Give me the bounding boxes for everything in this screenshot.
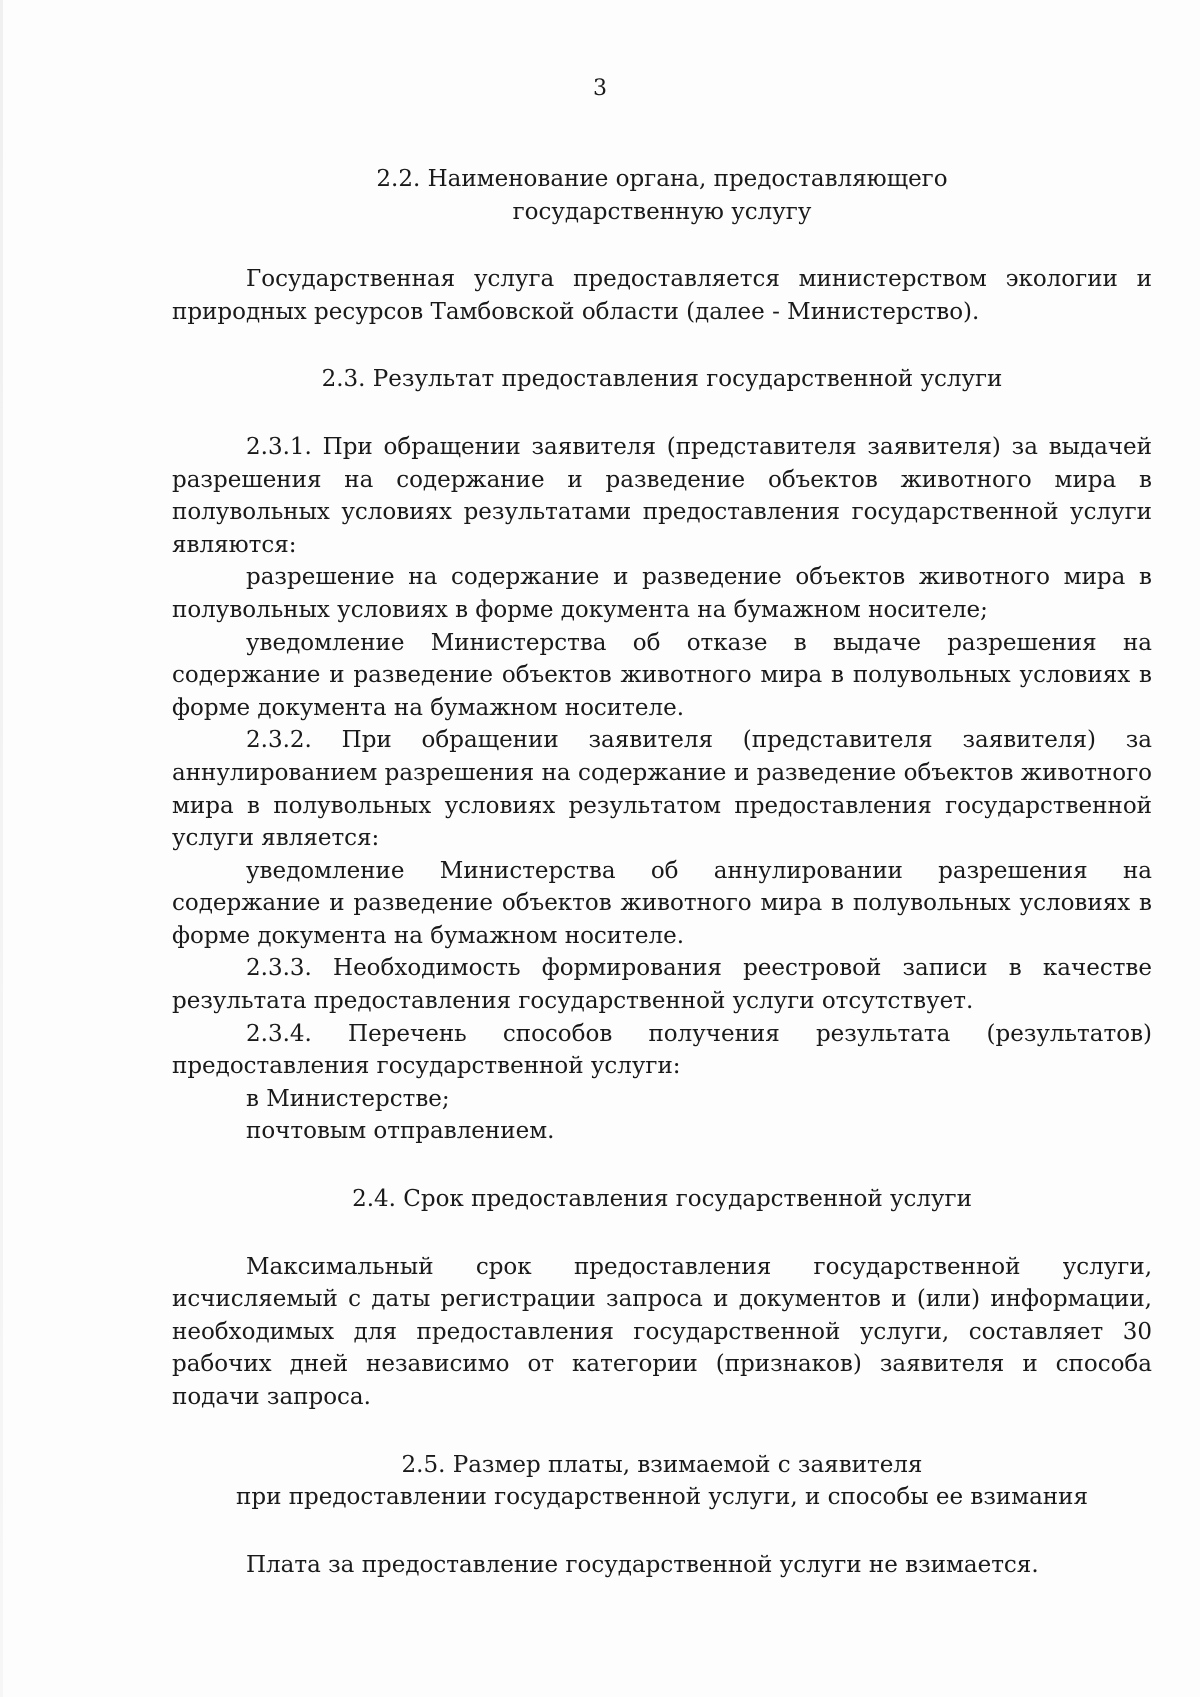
paragraph-2-4: Максимальный срок предоставления государственной услуги, исчисляемый с даты регистрации запроса и документов и (или) информации, необходимых для предоставления государственной услуги, составляет 30 рабочих дней независимо от категории (признаков) заявителя и способа подачи запроса. (172, 1253, 1152, 1410)
paragraph-2-3-2-result-annulment: уведомление Министерства об аннулировании разрешения на содержание и разведение объектов животного мира в полувольных условиях в форме документа на бумажном носителе. (172, 857, 1152, 949)
section-heading-2-5-line-1: 2.5. Размер платы, взимаемой с заявителя (401, 1451, 923, 1478)
paragraph-2-2: Государственная услуга предоставляется министерством экологии и природных ресурсов Тамбовской области (далее - Министерство). (172, 266, 1152, 325)
list-item-post: почтовым отправлением. (246, 1118, 555, 1145)
section-heading-2-2-line-1: 2.2. Наименование органа, предоставляющего (376, 166, 948, 192)
section-heading-2-2-line-2: государственную услугу (512, 198, 812, 225)
page-number: 3 (593, 76, 607, 101)
document-body (172, 163, 1152, 1581)
paragraph-2-3-4: 2.3.4. Перечень способов получения результата (результатов) предоставления государственной услуги: (172, 1020, 1152, 1080)
paragraph-2-5: Плата за предоставление государственной услуги не взимается. (246, 1551, 1039, 1578)
section-heading-2-5-line-2: при предоставлении государственной услуги, и способы ее взимания (236, 1484, 1088, 1511)
paragraph-2-3-1-result-permit: разрешение на содержание и разведение объектов животного мира в полувольных условиях в форме документа на бумажном носителе; (172, 564, 1152, 623)
paragraph-2-3-2: 2.3.2. При обращении заявителя (представителя заявителя) за аннулированием разрешения на содержание и разведение объектов животного мира в полувольных условиях результатом предоставления государственной услуги является: (172, 727, 1152, 852)
scan-edge (0, 0, 3, 1697)
list-item-ministry: в Министерстве; (246, 1085, 450, 1112)
paragraph-2-3-1: 2.3.1. При обращении заявителя (представителя заявителя) за выдачей разрешения на содержание и разведение объектов животного мира в полувольных условиях результатами предоставления государственной услуги являются: (172, 433, 1152, 558)
paragraph-2-3-3: 2.3.3. Необходимость формирования реестровой записи в качестве результата предоставления государственной услуги отсутствует. (172, 955, 1152, 1015)
section-heading-2-3: 2.3. Результат предоставления государственной услуги (321, 366, 1003, 393)
paragraph-2-3-1-result-refusal: уведомление Министерства об отказе в выдаче разрешения на содержание и разведение объектов животного мира в полувольных условиях в форме документа на бумажном носителе. (172, 629, 1152, 721)
section-heading-2-4: 2.4. Срок предоставления государственной услуги (352, 1186, 972, 1213)
